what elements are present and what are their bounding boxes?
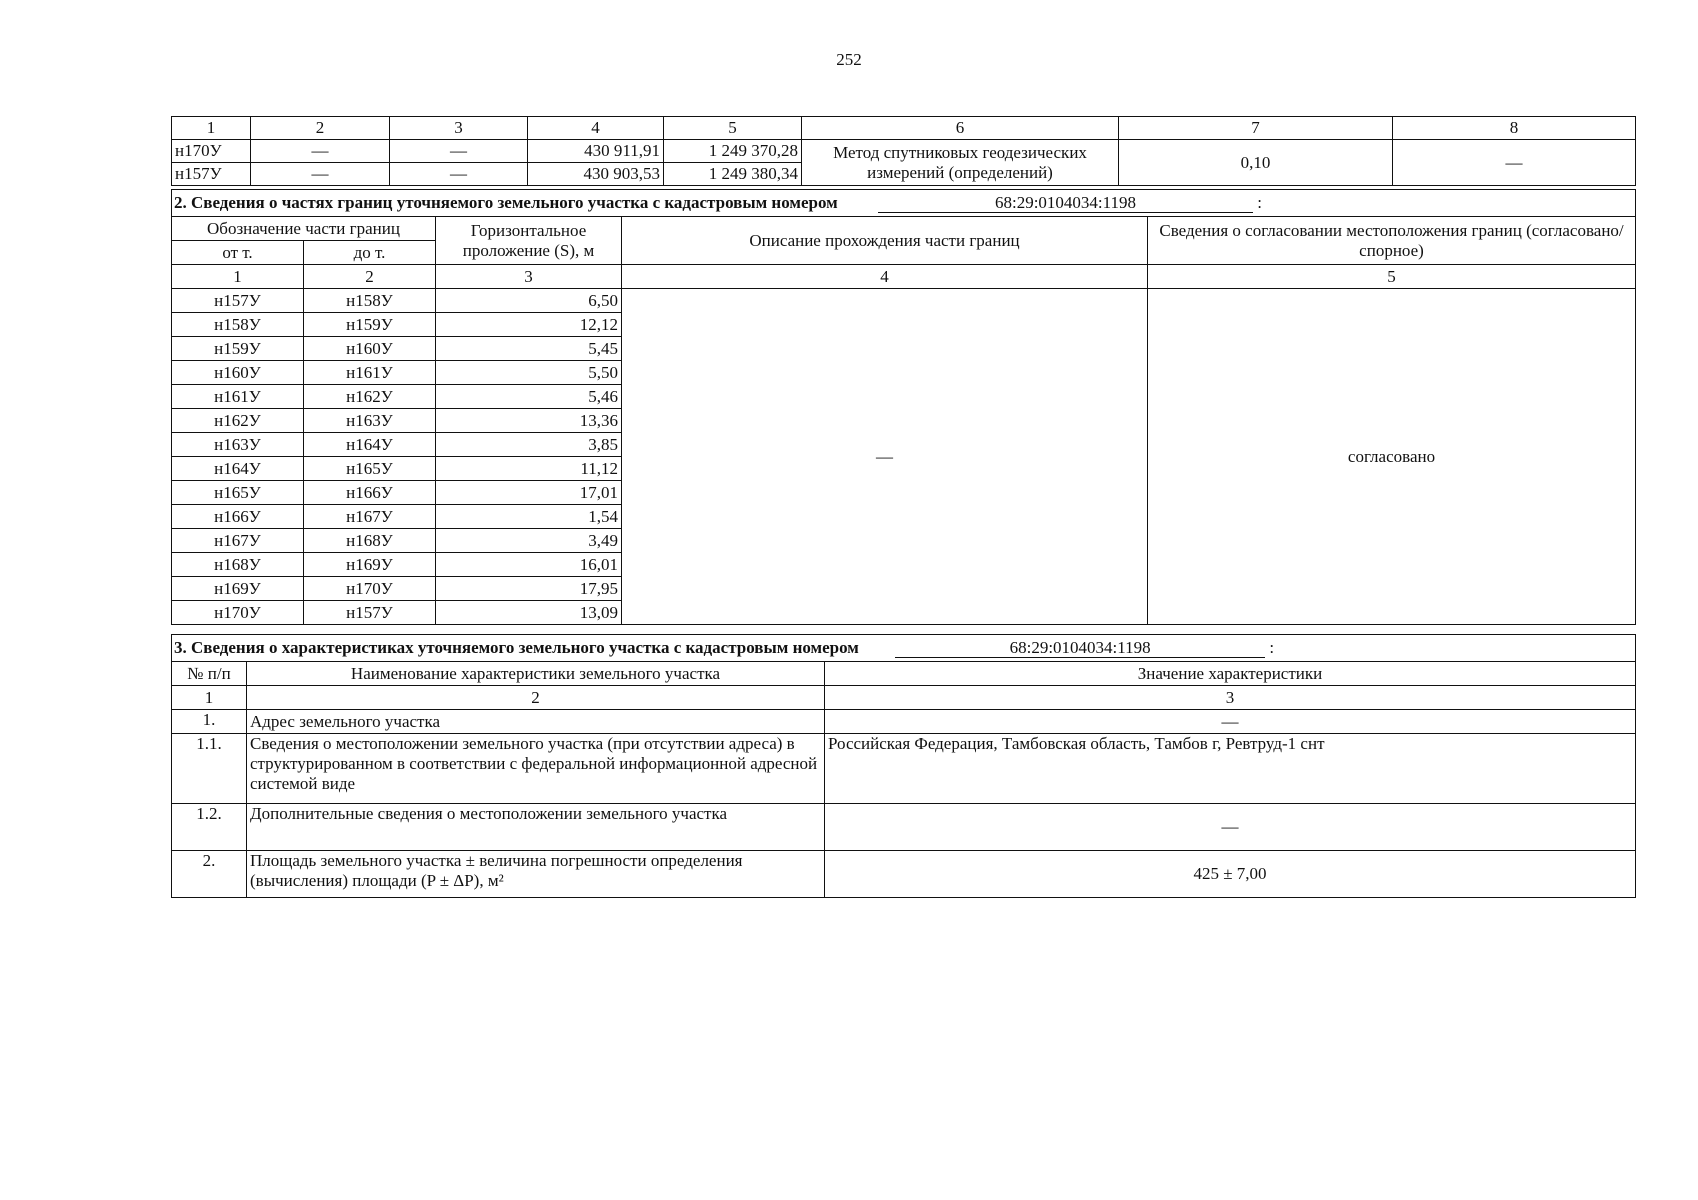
- column-number: 5: [664, 117, 802, 140]
- item-value: 425 ± 7,00: [825, 851, 1636, 898]
- from-point: н165У: [172, 481, 304, 505]
- to-point: н165У: [304, 457, 436, 481]
- column-number: 4: [528, 117, 664, 140]
- item-name: Адрес земельного участка: [247, 710, 825, 734]
- to-header: до т.: [304, 241, 436, 265]
- from-point: н168У: [172, 553, 304, 577]
- cadastral-number: 68:29:0104034:1198: [895, 638, 1265, 658]
- from-point: н158У: [172, 313, 304, 337]
- item-number: 2.: [172, 851, 247, 898]
- to-point: н168У: [304, 529, 436, 553]
- to-point: н160У: [304, 337, 436, 361]
- column-number: 5: [1148, 265, 1636, 289]
- from-point: н162У: [172, 409, 304, 433]
- description-value: —: [622, 289, 1148, 625]
- column-number: 3: [436, 265, 622, 289]
- column-number: 3: [390, 117, 528, 140]
- to-point: н169У: [304, 553, 436, 577]
- column-number: 1: [172, 117, 251, 140]
- column-number: 1: [172, 265, 304, 289]
- section-3-title: [172, 635, 1636, 662]
- section-2-title: [172, 190, 1636, 217]
- cell: —: [251, 140, 390, 163]
- y-coordinate: 1 249 380,34: [664, 163, 802, 186]
- horizontal-distance: 3,49: [436, 529, 622, 553]
- column-number: 2: [251, 117, 390, 140]
- header-row: [172, 662, 1636, 686]
- item-value: —: [825, 804, 1636, 851]
- from-point: н169У: [172, 577, 304, 601]
- from-point: н161У: [172, 385, 304, 409]
- from-point: н159У: [172, 337, 304, 361]
- description-header: Описание прохождения части границ: [622, 217, 1148, 265]
- column-number: 3: [825, 686, 1636, 710]
- horizontal-distance: 5,45: [436, 337, 622, 361]
- column-number: 6: [802, 117, 1119, 140]
- designation-header: Обозначение части границ: [172, 217, 436, 241]
- horizontal-distance: 5,50: [436, 361, 622, 385]
- column-number-row: [172, 265, 1636, 289]
- section-3-title-row: [172, 635, 1636, 662]
- section-3: [171, 634, 1635, 898]
- column-number: 2: [304, 265, 436, 289]
- col8-cell: —: [1393, 140, 1636, 186]
- column-number: 7: [1119, 117, 1393, 140]
- to-point: н161У: [304, 361, 436, 385]
- to-point: н162У: [304, 385, 436, 409]
- table-row: [172, 289, 1636, 313]
- to-point: н158У: [304, 289, 436, 313]
- from-point: н170У: [172, 601, 304, 625]
- from-point: н157У: [172, 289, 304, 313]
- num-header: № п/п: [172, 662, 247, 686]
- item-value: Российская Федерация, Тамбовская область, Тамбов г, Ревтруд-1 снт: [825, 734, 1636, 804]
- to-point: н170У: [304, 577, 436, 601]
- to-point: н159У: [304, 313, 436, 337]
- from-point: н166У: [172, 505, 304, 529]
- agreement-header: Сведения о согласовании местоположения границ (согласовано/спорное): [1148, 217, 1636, 265]
- horizontal-distance: 17,95: [436, 577, 622, 601]
- section-2: [171, 189, 1635, 625]
- column-number: 2: [247, 686, 825, 710]
- horizontal-distance: 11,12: [436, 457, 622, 481]
- horizontal-distance: 5,46: [436, 385, 622, 409]
- cell: —: [390, 163, 528, 186]
- value-header: Значение характеристики: [825, 662, 1636, 686]
- to-point: н164У: [304, 433, 436, 457]
- from-header: от т.: [172, 241, 304, 265]
- name-header: Наименование характеристики земельного участка: [247, 662, 825, 686]
- horizontal-distance: 16,01: [436, 553, 622, 577]
- horizontal-distance: 6,50: [436, 289, 622, 313]
- to-point: н166У: [304, 481, 436, 505]
- horizontal-distance: 13,36: [436, 409, 622, 433]
- section-2-title-row: [172, 190, 1636, 217]
- point-name: н157У: [172, 163, 251, 186]
- cell: —: [390, 140, 528, 163]
- column-number: 1: [172, 686, 247, 710]
- horizontal-distance: 1,54: [436, 505, 622, 529]
- column-number-row: [172, 117, 1636, 140]
- item-value: —: [825, 710, 1636, 734]
- horizontal-distance: 17,01: [436, 481, 622, 505]
- column-number: 4: [622, 265, 1148, 289]
- y-coordinate: 1 249 370,28: [664, 140, 802, 163]
- title-suffix: :: [1257, 193, 1262, 212]
- method-cell: Метод спутниковых геодезических измерений (определений): [802, 140, 1119, 186]
- from-point: н164У: [172, 457, 304, 481]
- from-point: н167У: [172, 529, 304, 553]
- horizontal-distance: 3,85: [436, 433, 622, 457]
- title-suffix: :: [1269, 638, 1275, 657]
- column-number-row: [172, 686, 1636, 710]
- agreement-value: согласовано: [1148, 289, 1636, 625]
- column-number: 8: [1393, 117, 1636, 140]
- table-row: [172, 710, 1636, 734]
- item-name: Площадь земельного участка ± величина погрешности определения (вычисления) площади (P ± ΔP), м²: [247, 851, 825, 898]
- item-number: 1.: [172, 710, 247, 734]
- table-row: [172, 734, 1636, 804]
- table-row: [172, 804, 1636, 851]
- horizontal-distance: 13,09: [436, 601, 622, 625]
- x-coordinate: 430 911,91: [528, 140, 664, 163]
- section-3-title-text: 3. Сведения о характеристиках уточняемого земельного участка с кадастровым номером: [174, 638, 859, 657]
- to-point: н157У: [304, 601, 436, 625]
- from-point: н163У: [172, 433, 304, 457]
- item-number: 1.1.: [172, 734, 247, 804]
- section-2-title-text: 2. Сведения о частях границ уточняемого земельного участка с кадастровым номером: [174, 193, 838, 212]
- cadastral-number: 68:29:0104034:1198: [878, 193, 1253, 213]
- item-name: Дополнительные сведения о местоположении земельного участка: [247, 804, 825, 851]
- horizontal-distance: 12,12: [436, 313, 622, 337]
- point-name: н170У: [172, 140, 251, 163]
- cell: —: [251, 163, 390, 186]
- to-point: н163У: [304, 409, 436, 433]
- table-row: [172, 851, 1636, 898]
- item-name: Сведения о местоположении земельного участка (при отсутствии адреса) в структурированном в соответствии с федеральной информационной адресной системой виде: [247, 734, 825, 804]
- x-coordinate: 430 903,53: [528, 163, 664, 186]
- coordinates-table-continuation: [171, 116, 1635, 186]
- from-point: н160У: [172, 361, 304, 385]
- table-row: [172, 140, 1636, 163]
- page-number: 252: [836, 50, 862, 69]
- item-number: 1.2.: [172, 804, 247, 851]
- horizontal-header: Горизонтальное проложение (S), м: [436, 217, 622, 265]
- to-point: н167У: [304, 505, 436, 529]
- header-row: [172, 217, 1636, 241]
- accuracy-cell: 0,10: [1119, 140, 1393, 186]
